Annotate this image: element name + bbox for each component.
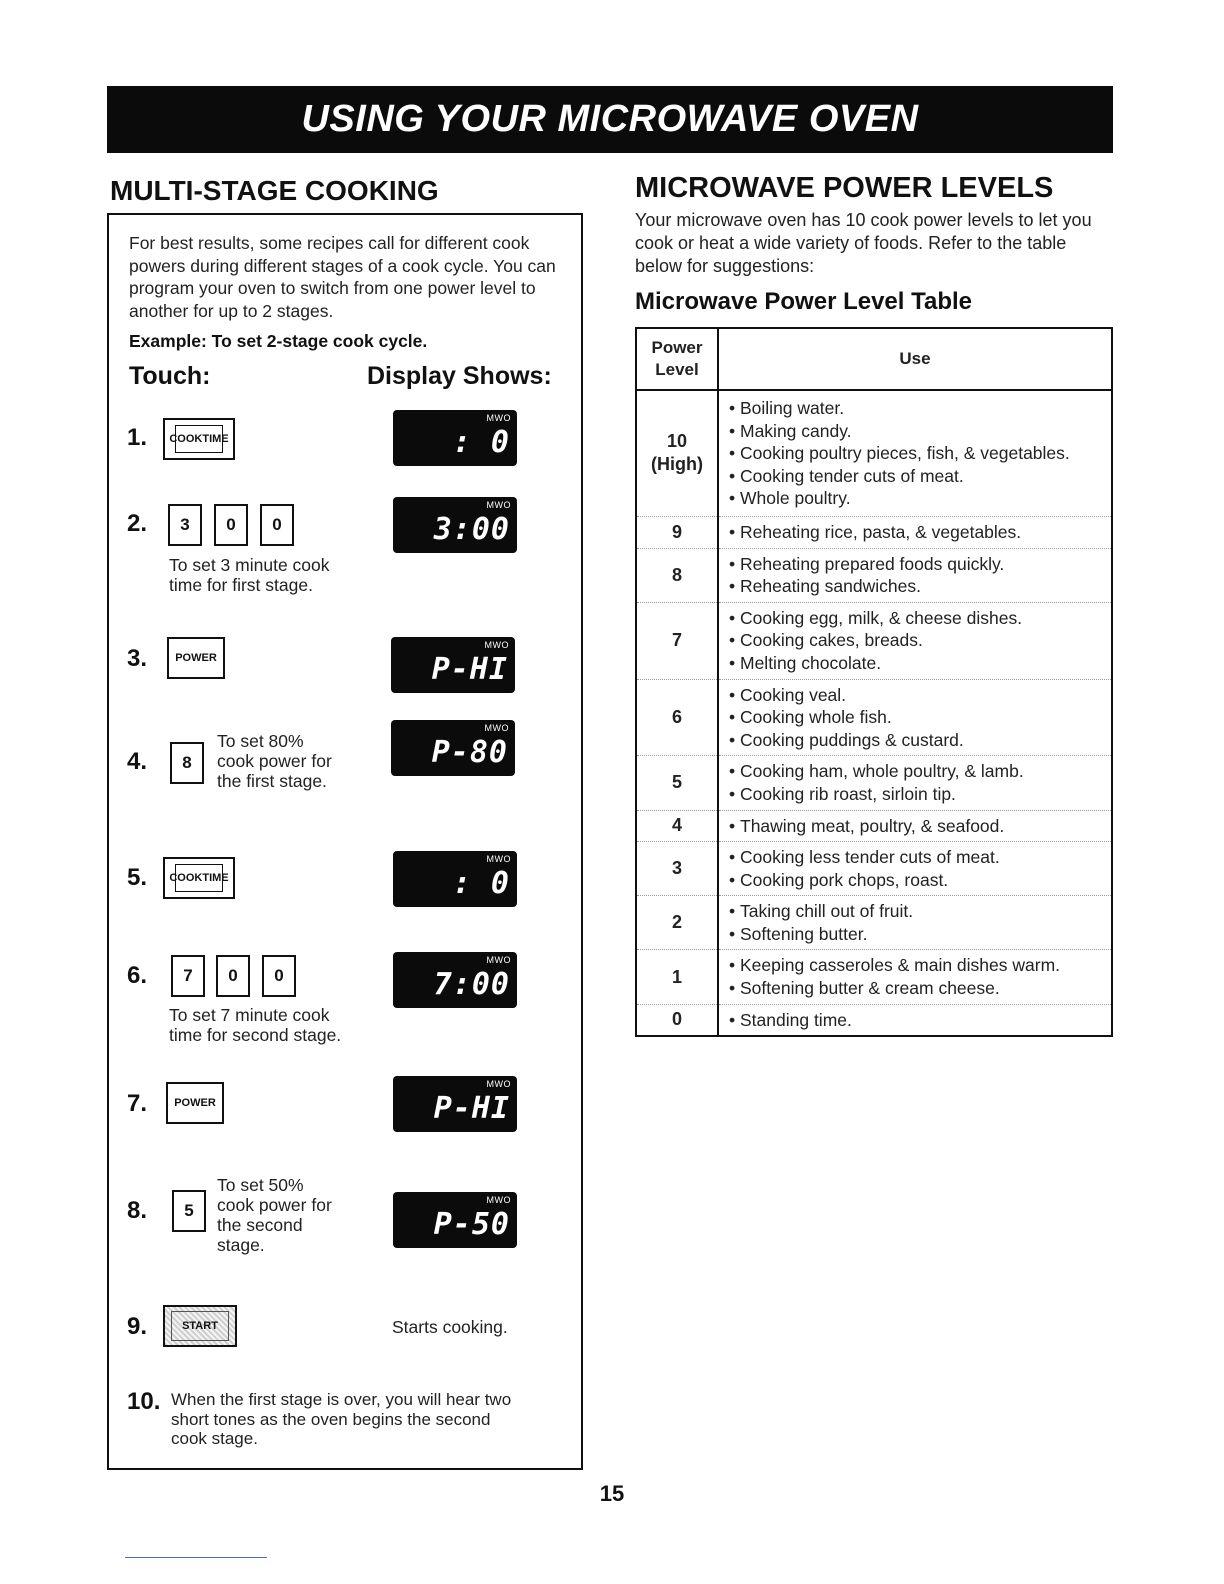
- power-key[interactable]: POWER: [167, 637, 225, 679]
- step-number: 3.: [127, 645, 148, 672]
- display-value: P-HI: [433, 1091, 510, 1126]
- mwo-indicator: MWO: [484, 640, 509, 650]
- key-label: COOK: [169, 871, 203, 884]
- power-table-title: Microwave Power Level Table: [635, 288, 973, 315]
- cook-time-key[interactable]: [163, 857, 235, 899]
- power-level-cell: 0: [636, 1004, 718, 1036]
- table-row: [636, 679, 1112, 756]
- start-key[interactable]: [163, 1305, 237, 1347]
- step-number: 7.: [127, 1090, 148, 1117]
- key-label: TIME: [202, 871, 229, 884]
- table-row: [636, 810, 1112, 842]
- display-value: : 0: [452, 866, 510, 901]
- starts-cooking-label: Starts cooking.: [392, 1317, 508, 1337]
- display-panel: [393, 1192, 517, 1248]
- mwo-indicator: MWO: [484, 723, 509, 733]
- table-row: [636, 756, 1112, 810]
- power-level-table: [635, 327, 1113, 1037]
- display-panel: [393, 851, 517, 907]
- column-header-use: Use: [718, 328, 1112, 390]
- display-panel: [393, 497, 517, 553]
- step-note: When the first stage is over, you will hear two short tones as the oven begins the second cook stage.: [171, 1390, 512, 1448]
- step-note: To set 3 minute cook time for first stage.: [169, 555, 330, 595]
- display-shows-heading: Display Shows:: [367, 362, 552, 390]
- power-level-cell: 7: [636, 602, 718, 679]
- example-label: Example: To set 2-stage cook cycle.: [129, 331, 428, 351]
- step-number: 10.: [127, 1388, 161, 1415]
- digit-key[interactable]: 0: [216, 955, 250, 997]
- display-panel: [391, 720, 515, 776]
- use-cell: • Keeping casseroles & main dishes warm. • Softening butter & cream cheese.: [718, 950, 1112, 1004]
- mwo-indicator: MWO: [486, 1195, 511, 1205]
- step-number: 8.: [127, 1197, 148, 1224]
- mwo-indicator: MWO: [486, 955, 511, 965]
- power-level-cell: 5: [636, 756, 718, 810]
- table-row: [636, 950, 1112, 1004]
- step-number: 2.: [127, 510, 148, 537]
- use-cell: • Boiling water. • Making candy. • Cooking poultry pieces, fish, & vegetables. • Cooking tender cuts of meat. • Whole poultry.: [718, 390, 1112, 516]
- mwo-indicator: MWO: [486, 1079, 511, 1089]
- step-number: 5.: [127, 864, 148, 891]
- use-cell: • Taking chill out of fruit. • Softening butter.: [718, 896, 1112, 950]
- display-value: P-HI: [431, 652, 508, 687]
- mwo-indicator: MWO: [486, 413, 511, 423]
- display-panel: [391, 637, 515, 693]
- power-level-cell: 4: [636, 810, 718, 842]
- digit-key[interactable]: 3: [168, 504, 202, 546]
- use-cell: • Cooking egg, milk, & cheese dishes. • Cooking cakes, breads. • Melting chocolate.: [718, 602, 1112, 679]
- touch-heading: Touch:: [129, 362, 211, 390]
- use-cell: • Reheating rice, pasta, & vegetables.: [718, 516, 1112, 548]
- power-level-cell: 9: [636, 516, 718, 548]
- use-cell: • Cooking less tender cuts of meat. • Cooking pork chops, roast.: [718, 842, 1112, 896]
- display-value: P-50: [433, 1207, 510, 1242]
- digit-key[interactable]: 8: [170, 742, 204, 784]
- table-row: [636, 896, 1112, 950]
- mwo-indicator: MWO: [486, 500, 511, 510]
- page-banner: USING YOUR MICROWAVE OVEN: [107, 86, 1113, 153]
- step-note: To set 80% cook power for the first stage.: [217, 731, 332, 791]
- power-levels-heading: MICROWAVE POWER LEVELS: [635, 172, 1054, 204]
- use-cell: • Thawing meat, poultry, & seafood.: [718, 810, 1112, 842]
- table-header-row: [636, 328, 1112, 390]
- key-label: START: [171, 1311, 229, 1341]
- step-note: To set 50% cook power for the second stage.: [217, 1175, 332, 1255]
- mwo-indicator: MWO: [486, 854, 511, 864]
- table-row: [636, 1004, 1112, 1036]
- multistage-panel: [107, 213, 583, 1470]
- step-number: 4.: [127, 748, 148, 775]
- footer-link-underline: [125, 1557, 267, 1558]
- use-cell: • Standing time.: [718, 1004, 1112, 1036]
- table-row: [636, 390, 1112, 516]
- display-value: 7:00: [433, 967, 510, 1002]
- step-number: 6.: [127, 962, 148, 989]
- use-cell: • Cooking veal. • Cooking whole fish. • Cooking puddings & custard.: [718, 679, 1112, 756]
- table-row: [636, 602, 1112, 679]
- table-row: [636, 516, 1112, 548]
- power-level-cell: 2: [636, 896, 718, 950]
- key-label: TIME: [202, 432, 229, 445]
- table-row: [636, 548, 1112, 602]
- digit-key[interactable]: 0: [260, 504, 294, 546]
- step-number: 9.: [127, 1313, 148, 1340]
- page-number: 15: [599, 1481, 625, 1506]
- step-note: To set 7 minute cook time for second stage.: [169, 1005, 342, 1045]
- key-label: COOK: [169, 432, 203, 445]
- digit-key[interactable]: 0: [262, 955, 296, 997]
- display-value: 3:00: [433, 512, 510, 547]
- display-panel: [393, 410, 517, 466]
- power-key[interactable]: POWER: [166, 1082, 224, 1124]
- power-levels-intro: Your microwave oven has 10 cook power levels to let you cook or heat a wide variety of foods. Refer to the table below for suggestions:: [635, 210, 1092, 276]
- multistage-heading: MULTI-STAGE COOKING: [110, 175, 439, 206]
- column-header-power-level: Power Level: [636, 328, 718, 390]
- power-level-cell: 1: [636, 950, 718, 1004]
- use-cell: • Reheating prepared foods quickly. • Reheating sandwiches.: [718, 548, 1112, 602]
- display-value: : 0: [452, 425, 510, 460]
- multistage-intro: For best results, some recipes call for different cook powers during different stages of a cook cycle. You can program your oven to switch from one power level to another for up to 2 stages.: [129, 233, 556, 321]
- display-panel: [393, 1076, 517, 1132]
- digit-key[interactable]: 7: [171, 955, 205, 997]
- display-value: P-80: [431, 735, 508, 770]
- cook-time-key[interactable]: [163, 418, 235, 460]
- display-panel: [393, 952, 517, 1008]
- power-level-cell: 6: [636, 679, 718, 756]
- digit-key[interactable]: 5: [172, 1190, 206, 1232]
- power-level-cell: 10 (High): [636, 390, 718, 516]
- use-cell: • Cooking ham, whole poultry, & lamb. • Cooking rib roast, sirloin tip.: [718, 756, 1112, 810]
- step-number: 1.: [127, 424, 148, 451]
- power-level-cell: 3: [636, 842, 718, 896]
- power-level-cell: 8: [636, 548, 718, 602]
- table-row: [636, 842, 1112, 896]
- digit-key[interactable]: 0: [214, 504, 248, 546]
